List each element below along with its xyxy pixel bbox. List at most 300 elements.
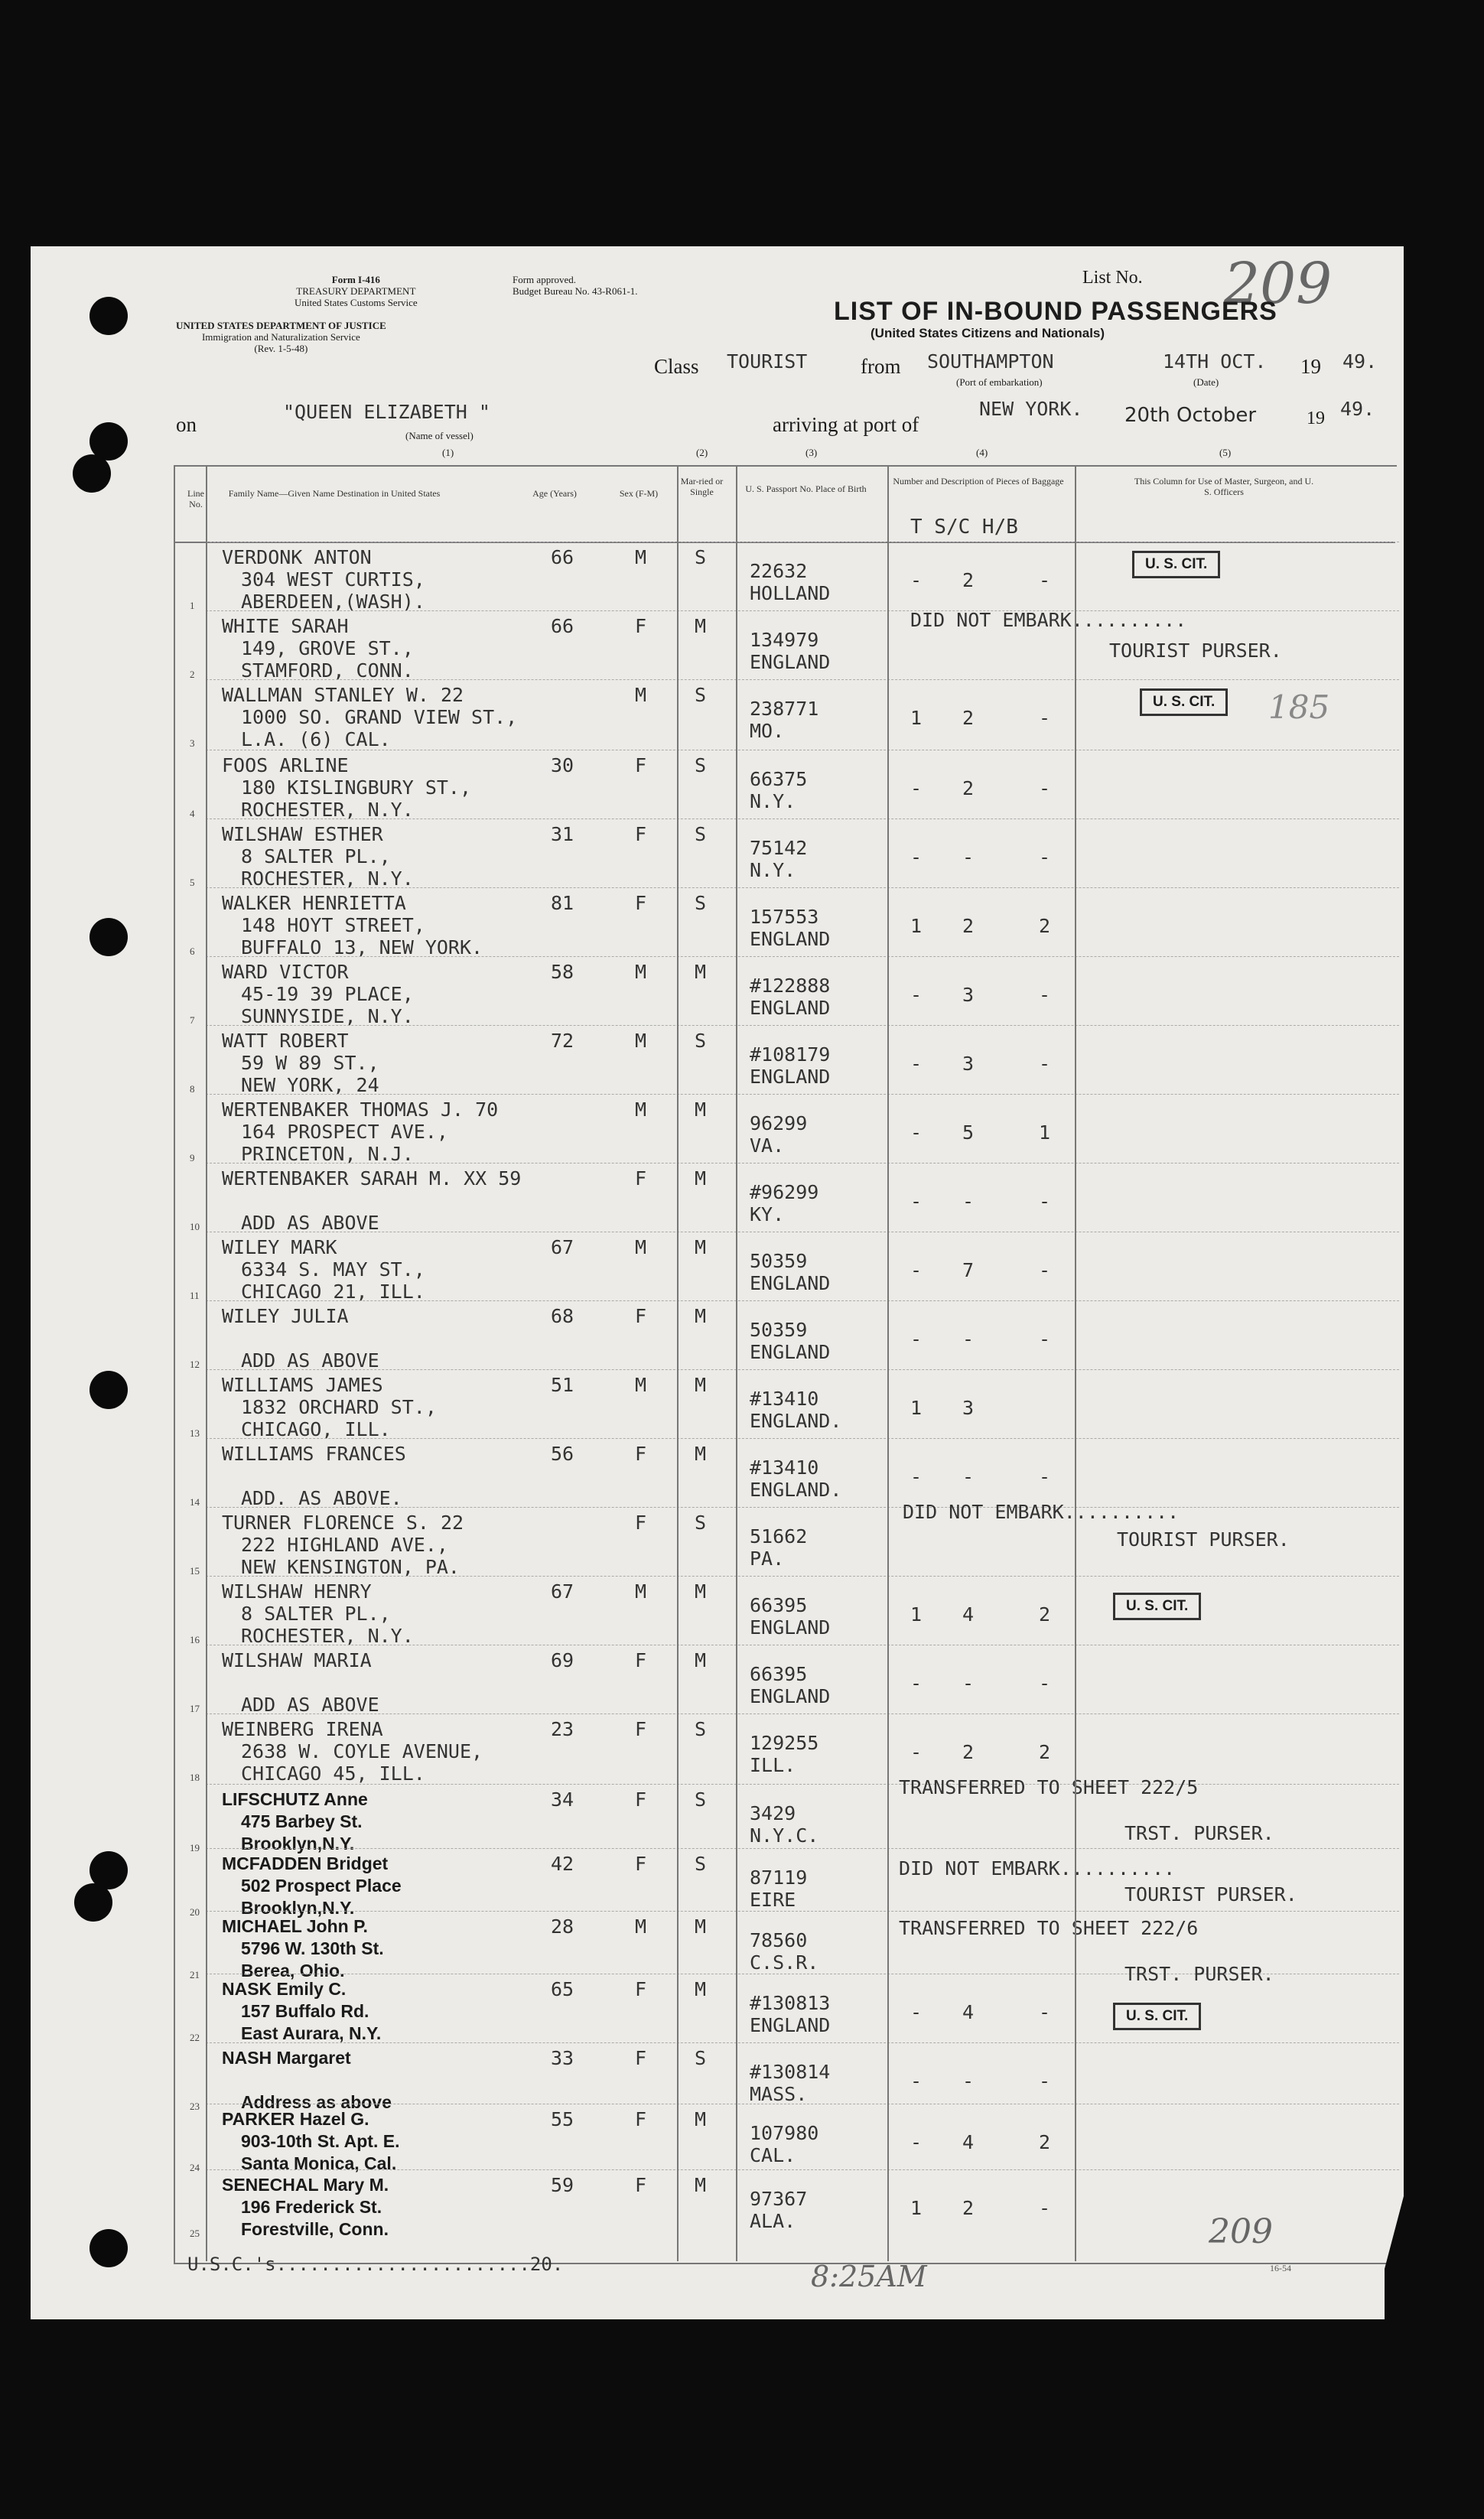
- address-line-2: ROCHESTER, N.Y.: [241, 799, 414, 821]
- passenger-name: VERDONK ANTON: [222, 546, 372, 568]
- footer-usc-count: U.S.C.'s.......................20.: [187, 2254, 564, 2275]
- baggage-trunk: -: [910, 777, 923, 799]
- sex-value: F: [635, 2108, 647, 2130]
- passport-number: #108179: [750, 1043, 831, 1066]
- address-line-1: 148 HOYT STREET,: [241, 914, 425, 936]
- baggage-suitcase: -: [962, 846, 975, 868]
- baggage-trunk: 1: [910, 1397, 923, 1419]
- passenger-name: WILSHAW MARIA: [222, 1649, 372, 1671]
- passenger-name: WILSHAW ESTHER: [222, 823, 383, 845]
- address-line-1: 475 Barbey St.: [241, 1811, 363, 1831]
- marital-status: S: [695, 892, 707, 914]
- revision-text: (Rev. 1-5-48): [254, 343, 308, 354]
- marital-status: S: [695, 1030, 707, 1052]
- table-row: [31, 1094, 1404, 1163]
- baggage-handbag: -: [1039, 984, 1051, 1006]
- table-row: [31, 2104, 1404, 2172]
- place-of-birth: KY.: [750, 1203, 785, 1225]
- address-line-2: Forestville, Conn.: [241, 2219, 389, 2239]
- place-of-birth: ILL.: [750, 1754, 796, 1776]
- marital-status: M: [695, 961, 707, 983]
- address-line-1: 164 PROSPECT AVE.,: [241, 1121, 448, 1143]
- baggage-handbag: -: [1039, 1328, 1051, 1350]
- form-header-justice: [176, 320, 386, 354]
- baggage-suitcase: 5: [962, 1121, 975, 1144]
- footer-time: 8:25AM: [811, 2260, 927, 2293]
- punch-hole: [89, 297, 128, 335]
- baggage-trunk: -: [910, 1672, 923, 1694]
- address-line-2: Address as above: [241, 2092, 392, 2112]
- baggage-handbag: -: [1039, 777, 1051, 799]
- punch-hole: [89, 2229, 128, 2267]
- table-row: [31, 1232, 1404, 1303]
- punch-hole: [74, 1883, 112, 1922]
- row-divider: [206, 610, 1399, 611]
- passenger-list-sheet: [31, 246, 1404, 2319]
- line-number: 1: [190, 600, 195, 611]
- col-rule-passport: [887, 465, 889, 2261]
- age-value: 58: [551, 961, 574, 983]
- table-row: [31, 956, 1404, 1025]
- line-number: 18: [190, 1772, 200, 1783]
- passport-number: 3429: [750, 1802, 796, 1824]
- address-line-2: L.A. (6) CAL.: [241, 728, 391, 750]
- line-number: 24: [190, 2162, 200, 2173]
- age-value: 31: [551, 823, 574, 845]
- passenger-name: FOOS ARLINE: [222, 754, 349, 776]
- place-of-birth: ENGLAND.: [750, 1410, 842, 1432]
- line-number: 19: [190, 1842, 200, 1853]
- address-line-2: BUFFALO 13, NEW YORK.: [241, 936, 483, 958]
- baggage-suitcase: 4: [962, 1603, 975, 1626]
- address-line-1: 8 SALTER PL.,: [241, 1603, 391, 1625]
- place-of-birth: N.Y.: [750, 790, 796, 812]
- place-of-birth: ENGLAND: [750, 997, 831, 1019]
- tourist-purser-2: TOURIST PURSER.: [1117, 1528, 1290, 1551]
- passport-number: 22632: [750, 560, 808, 582]
- passenger-name: WILEY JULIA: [222, 1305, 349, 1327]
- baggage-suitcase: 2: [962, 2197, 975, 2219]
- col-rule-sex: [677, 465, 679, 2261]
- sex-value: F: [635, 2174, 647, 2196]
- sex-value: F: [635, 1718, 647, 1740]
- address-line-2: CHICAGO 21, ILL.: [241, 1281, 425, 1303]
- marital-status: M: [695, 2108, 707, 2130]
- passenger-name: WILSHAW HENRY: [222, 1580, 372, 1603]
- col-header-age: Age (Years): [532, 488, 577, 499]
- place-of-birth: MASS.: [750, 2083, 808, 2105]
- baggage-handbag: -: [1039, 569, 1051, 591]
- did-not-embark-1: DID NOT EMBARK..........: [910, 609, 1187, 631]
- vessel-name: "QUEEN ELIZABETH ": [283, 401, 490, 423]
- place-of-birth: ENGLAND: [750, 928, 831, 950]
- sex-value: F: [635, 615, 647, 637]
- baggage-suitcase: 2: [962, 915, 975, 937]
- did-not-embark-3: DID NOT EMBARK..........: [899, 1857, 1176, 1879]
- passport-number: 107980: [750, 2122, 819, 2144]
- table-row: [31, 2169, 1404, 2238]
- place-of-birth: ENGLAND: [750, 1272, 831, 1294]
- class-label: Class: [654, 355, 699, 378]
- baggage-handbag: -: [1039, 1672, 1051, 1694]
- baggage-handbag: -: [1039, 707, 1051, 729]
- passenger-name: MCFADDEN Bridget: [222, 1853, 389, 1873]
- baggage-trunk: -: [910, 2001, 923, 2023]
- passenger-name: WILLIAMS FRANCES: [222, 1443, 406, 1465]
- age-value: 66: [551, 546, 574, 568]
- footer-code: 16-54: [1270, 2263, 1291, 2273]
- age-value: 66: [551, 615, 574, 637]
- marital-status: S: [695, 2047, 707, 2069]
- col-rule-line: [206, 465, 207, 2261]
- address-line-2: ADD AS ABOVE: [241, 1694, 379, 1716]
- arrival-port: NEW YORK.: [979, 398, 1083, 420]
- baggage-handbag: -: [1039, 2001, 1051, 2023]
- line-number: 22: [190, 2032, 200, 2043]
- us-cit-stamp-3: U. S. CIT.: [1113, 1593, 1201, 1620]
- passenger-name: WATT ROBERT: [222, 1030, 349, 1052]
- address-line-1: 222 HIGHLAND AVE.,: [241, 1534, 448, 1556]
- address-line-2: ADD AS ABOVE: [241, 1212, 379, 1234]
- us-cit-stamp-2: U. S. CIT.: [1140, 688, 1228, 716]
- passport-number: 78560: [750, 1929, 808, 1951]
- col-rule-married: [736, 465, 737, 2261]
- baggage-trunk: -: [910, 1259, 923, 1281]
- sex-value: M: [635, 961, 647, 983]
- address-line-2: East Aurara, N.Y.: [241, 2023, 382, 2043]
- age-value: 81: [551, 892, 574, 914]
- age-value: 67: [551, 1580, 574, 1603]
- marital-status: S: [695, 546, 707, 568]
- did-not-embark-2: DID NOT EMBARK..........: [903, 1501, 1180, 1523]
- line-number: 10: [190, 1221, 200, 1232]
- address-line-2: ROCHESTER, N.Y.: [241, 867, 414, 890]
- age-value: 51: [551, 1374, 574, 1396]
- line-number: 21: [190, 1969, 200, 1980]
- address-line-1: 196 Frederick St.: [241, 2197, 382, 2217]
- place-of-birth: ENGLAND: [750, 2014, 831, 2036]
- row-divider: [206, 1300, 1399, 1301]
- row-divider: [206, 1784, 1399, 1785]
- col-num-4: (4): [976, 447, 988, 458]
- col-header-baggage: Number and Description of Pieces of Baggage: [893, 476, 1064, 487]
- place-of-birth: CAL.: [750, 2144, 796, 2166]
- marital-status: M: [695, 1580, 707, 1603]
- age-value: 56: [551, 1443, 574, 1465]
- place-of-birth: N.Y.: [750, 859, 796, 881]
- baggage-suitcase: -: [962, 1190, 975, 1212]
- row-divider: [206, 1576, 1399, 1577]
- address-line-2: ROCHESTER, N.Y.: [241, 1625, 414, 1647]
- address-line-2: Brooklyn,N.Y.: [241, 1834, 355, 1853]
- passport-number: 66375: [750, 768, 808, 790]
- line-number: 16: [190, 1634, 200, 1645]
- age-value: 67: [551, 1236, 574, 1258]
- col-num-1: (1): [442, 447, 454, 458]
- passport-number: #13410: [750, 1456, 819, 1479]
- passport-number: 97367: [750, 2188, 808, 2210]
- passenger-name: WILLIAMS JAMES: [222, 1374, 383, 1396]
- table-row: [31, 887, 1404, 956]
- age-value: 34: [551, 1788, 574, 1811]
- address-line-1: 1000 SO. GRAND VIEW ST.,: [241, 706, 518, 728]
- year-prefix: 19: [1300, 355, 1321, 378]
- marital-status: M: [695, 1167, 707, 1190]
- address-line-1: 1832 ORCHARD ST.,: [241, 1396, 437, 1418]
- passenger-name: WILEY MARK: [222, 1236, 337, 1258]
- vessel-label: (Name of vessel): [405, 430, 474, 441]
- sex-value: F: [635, 892, 647, 914]
- address-line-1: 149, GROVE ST.,: [241, 637, 414, 659]
- baggage-handbag: -: [1039, 2070, 1051, 2092]
- address-line-2: Brooklyn,N.Y.: [241, 1898, 355, 1918]
- place-of-birth: ENGLAND: [750, 1616, 831, 1639]
- baggage-handbag: 2: [1039, 2131, 1051, 2153]
- passport-number: 51662: [750, 1525, 808, 1548]
- form-approved-text: Form approved.: [513, 274, 577, 285]
- baggage-handbag: -: [1039, 1466, 1051, 1488]
- baggage-trunk: -: [910, 2070, 923, 2092]
- line-number: 8: [190, 1083, 195, 1095]
- address-line-1: 304 WEST CURTIS,: [241, 568, 425, 591]
- marital-status: M: [695, 1305, 707, 1327]
- row-divider: [206, 679, 1399, 680]
- address-line-2: Santa Monica, Cal.: [241, 2153, 397, 2173]
- age-value: 30: [551, 754, 574, 776]
- line-number: 17: [190, 1703, 200, 1714]
- place-of-birth: ENGLAND: [750, 1685, 831, 1707]
- us-cit-stamp-1: U. S. CIT.: [1132, 551, 1220, 578]
- address-line-2: NEW YORK, 24: [241, 1074, 379, 1096]
- line-number: 5: [190, 877, 195, 888]
- col-header-sex: Sex (F-M): [619, 488, 659, 499]
- marital-status: S: [695, 1853, 707, 1875]
- baggage-suitcase: 4: [962, 2001, 975, 2023]
- customs-service: United States Customs Service: [295, 297, 418, 308]
- place-of-birth: C.S.R.: [750, 1951, 819, 1974]
- port-embark-label: (Port of embarkation): [956, 376, 1043, 388]
- marital-status: S: [695, 1718, 707, 1740]
- address-line-1: 502 Prospect Place: [241, 1876, 402, 1896]
- year-value: 49.: [1342, 350, 1378, 373]
- passenger-name: WHITE SARAH: [222, 615, 349, 637]
- marital-status: M: [695, 1374, 707, 1396]
- baggage-trunk: 1: [910, 2197, 923, 2219]
- address-line-2: PRINCETON, N.J.: [241, 1143, 414, 1165]
- passenger-name: WALKER HENRIETTA: [222, 892, 406, 914]
- marital-status: S: [695, 1788, 707, 1811]
- line-number: 13: [190, 1427, 200, 1439]
- trst-purser-2: TRST. PURSER.: [1124, 1963, 1274, 1985]
- date-label: (Date): [1193, 376, 1219, 388]
- passenger-name: LIFSCHUTZ Anne: [222, 1789, 368, 1809]
- sex-value: F: [635, 1853, 647, 1875]
- row-divider: [206, 956, 1399, 957]
- row-divider: [206, 1848, 1399, 1849]
- baggage-handbag: 2: [1039, 915, 1051, 937]
- sex-value: M: [635, 1030, 647, 1052]
- line-number: 2: [190, 669, 195, 680]
- arriving-label: arriving at port of: [773, 413, 919, 436]
- passport-number: 96299: [750, 1112, 808, 1134]
- line-number: 20: [190, 1906, 200, 1918]
- address-line-2: ADD AS ABOVE: [241, 1349, 379, 1372]
- arrival-year-prefix: 19: [1307, 408, 1325, 428]
- tourist-purser-3: TOURIST PURSER.: [1124, 1883, 1297, 1906]
- sex-value: F: [635, 1167, 647, 1190]
- place-of-birth: ENGLAND.: [750, 1479, 842, 1501]
- sex-value: M: [635, 684, 647, 706]
- age-value: 55: [551, 2108, 574, 2130]
- sex-value: M: [635, 1098, 647, 1121]
- place-of-birth: N.Y.C.: [750, 1824, 819, 1847]
- line-number: 4: [190, 808, 195, 819]
- marital-status: M: [695, 1098, 707, 1121]
- address-line-1: 6334 S. MAY ST.,: [241, 1258, 425, 1281]
- line-number: 12: [190, 1359, 200, 1370]
- age-value: 23: [551, 1718, 574, 1740]
- line-number: 9: [190, 1152, 195, 1163]
- baggage-trunk: -: [910, 1053, 923, 1075]
- line-number: 6: [190, 945, 195, 957]
- place-of-birth: ENGLAND: [750, 1341, 831, 1363]
- col-header-passport: U. S. Passport No. Place of Birth: [745, 483, 867, 494]
- baggage-handbag: -: [1039, 1190, 1051, 1212]
- list-no-label: List No.: [1082, 268, 1143, 288]
- line-number: 25: [190, 2228, 200, 2239]
- age-value: 59: [551, 2174, 574, 2196]
- baggage-handbag: -: [1039, 846, 1051, 868]
- place-of-birth: ALA.: [750, 2210, 796, 2232]
- sex-value: F: [635, 1305, 647, 1327]
- page-title: LIST OF IN-BOUND PASSENGERS: [834, 297, 1277, 326]
- baggage-handbag: -: [1039, 2197, 1051, 2219]
- us-cit-stamp-4: U. S. CIT.: [1113, 2003, 1201, 2030]
- table-row: [31, 2042, 1404, 2111]
- baggage-trunk: -: [910, 1121, 923, 1144]
- row-divider: [206, 1911, 1399, 1912]
- address-line-2: ADD. AS ABOVE.: [241, 1487, 402, 1509]
- passport-number: 66395: [750, 1594, 808, 1616]
- baggage-suitcase: -: [962, 2070, 975, 2092]
- place-of-birth: VA.: [750, 1134, 785, 1157]
- age-value: 28: [551, 1915, 574, 1938]
- sex-value: M: [635, 1236, 647, 1258]
- marital-status: M: [695, 1978, 707, 2000]
- baggage-suitcase: 2: [962, 569, 975, 591]
- passport-number: 129255: [750, 1732, 819, 1754]
- passport-number: 87119: [750, 1866, 808, 1889]
- age-value: 33: [551, 2047, 574, 2069]
- sex-value: M: [635, 546, 647, 568]
- marital-status: M: [695, 1236, 707, 1258]
- page-subtitle: (United States Citizens and Nationals): [871, 326, 1105, 340]
- baggage-trunk: 1: [910, 707, 923, 729]
- list-no-value: 209: [1224, 251, 1333, 317]
- doj-text: UNITED STATES DEPARTMENT OF JUSTICE: [176, 320, 386, 331]
- sex-value: M: [635, 1915, 647, 1938]
- place-of-birth: MO.: [750, 720, 785, 742]
- line-number: 15: [190, 1565, 200, 1577]
- passenger-name: NASK Emily C.: [222, 1979, 347, 1999]
- passport-number: 238771: [750, 698, 819, 720]
- trst-purser-1: TRST. PURSER.: [1124, 1822, 1274, 1844]
- marital-status: M: [695, 1443, 707, 1465]
- passport-number: #130814: [750, 2061, 831, 2083]
- from-label: from: [861, 355, 901, 378]
- address-line-2: CHICAGO, ILL.: [241, 1418, 391, 1440]
- col-num-3: (3): [805, 447, 818, 458]
- treasury-dept: TREASURY DEPARTMENT: [296, 285, 416, 297]
- punch-hole: [73, 454, 111, 493]
- col-num-2: (2): [696, 447, 708, 458]
- line-number: 23: [190, 2101, 200, 2112]
- place-of-birth: ENGLAND: [750, 1066, 831, 1088]
- sex-value: F: [635, 1512, 647, 1534]
- line-number: 3: [190, 737, 195, 749]
- row-divider: [206, 887, 1399, 888]
- from-value: SOUTHAMPTON: [927, 350, 1054, 373]
- age-value: 68: [551, 1305, 574, 1327]
- address-line-1: 45-19 39 PLACE,: [241, 983, 414, 1005]
- baggage-suitcase: -: [962, 1672, 975, 1694]
- address-line-1: 59 W 89 ST.,: [241, 1052, 379, 1074]
- address-line-2: SUNNYSIDE, N.Y.: [241, 1005, 414, 1027]
- baggage-suitcase: 7: [962, 1259, 975, 1281]
- baggage-handbag: 2: [1039, 1741, 1051, 1763]
- passenger-name: WEINBERG IRENA: [222, 1718, 383, 1740]
- page-number-209: 209: [1209, 2212, 1273, 2251]
- passport-number: 157553: [750, 906, 819, 928]
- budget-bureau-text: Budget Bureau No. 43-R061-1.: [513, 285, 638, 297]
- marital-status: M: [695, 615, 707, 637]
- sex-value: F: [635, 754, 647, 776]
- passenger-name: WERTENBAKER SARAH M. XX 59: [222, 1167, 522, 1190]
- baggage-trunk: -: [910, 984, 923, 1006]
- age-value: 65: [551, 1978, 574, 2000]
- baggage-trunk: 1: [910, 1603, 923, 1626]
- form-approval: [513, 274, 638, 297]
- address-line-1: 903-10th St. Apt. E.: [241, 2131, 400, 2151]
- address-line-2: Berea, Ohio.: [241, 1961, 345, 1980]
- row-divider: [206, 1025, 1399, 1026]
- address-line-1: 157 Buffalo Rd.: [241, 2001, 369, 2021]
- form-number: Form I-416: [331, 274, 380, 285]
- sex-value: F: [635, 1978, 647, 2000]
- punch-hole: [89, 918, 128, 956]
- age-value: 69: [551, 1649, 574, 1671]
- marital-status: S: [695, 1512, 707, 1534]
- address-line-1: 5796 W. 130th St.: [241, 1938, 384, 1958]
- passport-number: #130813: [750, 1992, 831, 2014]
- punch-hole: [89, 1371, 128, 1409]
- passport-number: #13410: [750, 1388, 819, 1410]
- address-line-1: 180 KISLINGBURY ST.,: [241, 776, 472, 799]
- sex-value: F: [635, 1443, 647, 1465]
- marital-status: S: [695, 823, 707, 845]
- passport-number: 50359: [750, 1319, 808, 1341]
- sex-value: F: [635, 1788, 647, 1811]
- col-header-married: Mar-ried or Single: [680, 476, 724, 497]
- marital-status: M: [695, 1649, 707, 1671]
- table-row: [31, 1848, 1404, 1917]
- baggage-trunk: -: [910, 1741, 923, 1763]
- passenger-name: TURNER FLORENCE S. 22: [222, 1512, 464, 1534]
- table-row: [31, 1025, 1404, 1094]
- passport-number: #122888: [750, 975, 831, 997]
- table-row: [31, 1714, 1404, 1785]
- form-header-treasury: [295, 274, 418, 308]
